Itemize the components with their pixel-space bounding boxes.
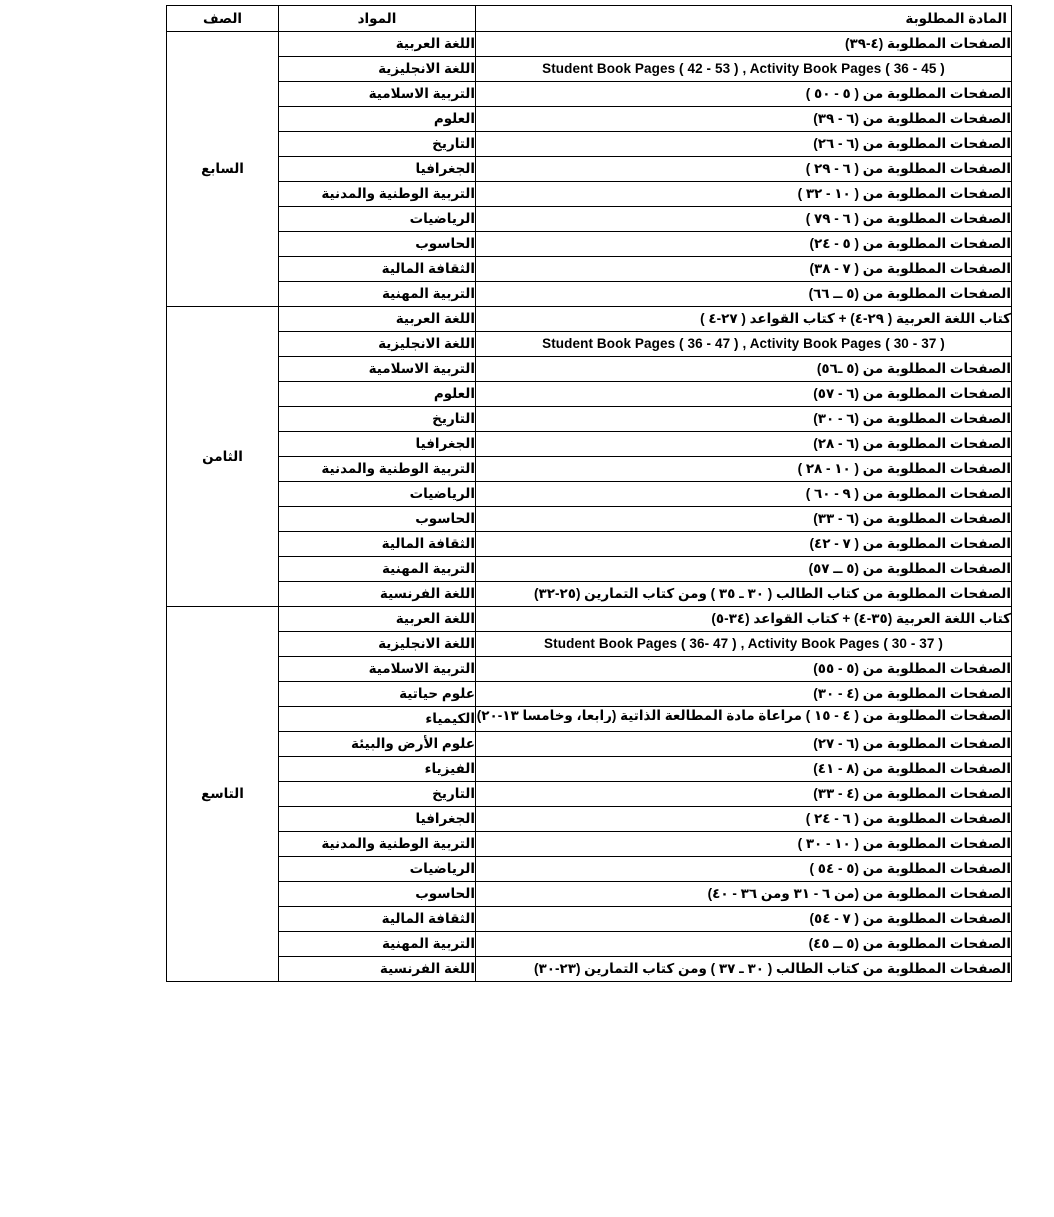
cell-subject: العلوم <box>279 107 476 132</box>
table-row <box>167 957 1012 982</box>
cell-required-material: الصفحات المطلوبة من (٥ - ٥٤ ) <box>476 857 1012 882</box>
header-row <box>167 6 1012 32</box>
cell-required-material: الصفحات المطلوبة من (٨ - ٤١) <box>476 757 1012 782</box>
cell-subject: التربية المهنية <box>279 282 476 307</box>
table-row <box>167 782 1012 807</box>
cell-required-material: الصفحات المطلوبة من ( ٦ - ٧٩ ) <box>476 207 1012 232</box>
table-header <box>167 6 1012 32</box>
cell-subject: اللغة الانجليزية <box>279 632 476 657</box>
cell-subject: التربية المهنية <box>279 932 476 957</box>
cell-subject: التاريخ <box>279 782 476 807</box>
cell-required-material: الصفحات المطلوبة من ( ١٠ - ٣٢ ) <box>476 182 1012 207</box>
cell-subject: التاريخ <box>279 407 476 432</box>
table-row <box>167 732 1012 757</box>
table-row <box>167 107 1012 132</box>
cell-required-material: الصفحات المطلوبة من (٦ - ٢٧) <box>476 732 1012 757</box>
cell-required-material: الصفحات المطلوبة من (٤ - ٣٠) <box>476 682 1012 707</box>
table-row <box>167 257 1012 282</box>
cell-subject: اللغة العربية <box>279 32 476 57</box>
cell-required-material <box>476 707 1012 732</box>
table-row <box>167 532 1012 557</box>
cell-subject: الفيزياء <box>279 757 476 782</box>
cell-subject: التاريخ <box>279 132 476 157</box>
cell-required-material: الصفحات المطلوبة من (٥ ــ ٤٥) <box>476 932 1012 957</box>
cell-subject: الجغرافيا <box>279 157 476 182</box>
cell-subject: الثقافة المالية <box>279 257 476 282</box>
cell-required-material: الصفحات المطلوبة من (٦ - ٢٨) <box>476 432 1012 457</box>
table-row <box>167 382 1012 407</box>
cell-subject: اللغة الانجليزية <box>279 332 476 357</box>
cell-required-material: الصفحات المطلوبة من كتاب الطالب ( ٣٠ ـ ٣٥ ) ومن كتاب التمارين (٢٥-٣٢) <box>476 582 1012 607</box>
column-header-grade: الصف <box>167 6 279 32</box>
cell-subject: علوم حياتية <box>279 682 476 707</box>
cell-subject: الجغرافيا <box>279 807 476 832</box>
cell-required-material: الصفحات المطلوبة من (٦ - ٥٧) <box>476 382 1012 407</box>
cell-required-material: كتاب اللغة العربية (٣٥-٤) + كتاب القواعد (٣٤-٥) <box>476 607 1012 632</box>
cell-required-material: الصفحات المطلوبة من (٥ ـ٥٦) <box>476 357 1012 382</box>
table-row <box>167 182 1012 207</box>
cell-required-material: الصفحات المطلوبة من (٤ - ٣٣) <box>476 782 1012 807</box>
table-row <box>167 407 1012 432</box>
table-row <box>167 57 1012 82</box>
cell-subject: الحاسوب <box>279 882 476 907</box>
cell-subject: التربية الاسلامية <box>279 82 476 107</box>
cell-required-material: الصفحات المطلوبة من (من ٦ - ٣١ ومن ٣٦ - ٤٠) <box>476 882 1012 907</box>
cell-subject: التربية الوطنية والمدنية <box>279 182 476 207</box>
table-row <box>167 807 1012 832</box>
cell-subject: الرياضيات <box>279 482 476 507</box>
cell-subject: الكيمياء <box>279 707 476 732</box>
table-row <box>167 832 1012 857</box>
cell-required-material: الصفحات المطلوبة من ( ٩ - ٦٠ ) <box>476 482 1012 507</box>
cell-required-material: Student Book Pages ( 36- 47 ) , Activity Book Pages ( 30 - 37 ) <box>476 632 1012 657</box>
table-body <box>167 32 1012 982</box>
table-row <box>167 707 1012 732</box>
clipped-text: الصفحات المطلوبة من ( ٤ - ١٥ ) مراعاة مادة المطالعة الذاتية (رابعا، وخامسا ١٣-٢٠) <box>476 707 1011 723</box>
cell-subject: اللغة العربية <box>279 307 476 332</box>
cell-subject: الرياضيات <box>279 207 476 232</box>
cell-required-material: الصفحات المطلوبة من (٦ - ٣٣) <box>476 507 1012 532</box>
cell-required-material: Student Book Pages ( 42 - 53 ) , Activity Book Pages ( 36 - 45 ) <box>476 57 1012 82</box>
table-row <box>167 307 1012 332</box>
curriculum-table <box>166 5 1012 982</box>
cell-required-material: الصفحات المطلوبة (٤-٣٩) <box>476 32 1012 57</box>
table-row <box>167 632 1012 657</box>
cell-required-material: الصفحات المطلوبة من (٥ - ٥٥) <box>476 657 1012 682</box>
table-row <box>167 607 1012 632</box>
table-row <box>167 132 1012 157</box>
cell-subject: الرياضيات <box>279 857 476 882</box>
cell-grade: الثامن <box>167 307 279 607</box>
cell-subject: الثقافة المالية <box>279 907 476 932</box>
cell-subject: التربية الوطنية والمدنية <box>279 832 476 857</box>
cell-required-material: الصفحات المطلوبة من ( ٦ - ٢٤ ) <box>476 807 1012 832</box>
table-row <box>167 932 1012 957</box>
cell-grade: التاسع <box>167 607 279 982</box>
cell-subject: الجغرافيا <box>279 432 476 457</box>
table-row <box>167 157 1012 182</box>
cell-required-material: الصفحات المطلوبة من ( ١٠ - ٣٠ ) <box>476 832 1012 857</box>
table-row <box>167 882 1012 907</box>
cell-subject: الحاسوب <box>279 507 476 532</box>
cell-required-material: Student Book Pages ( 36 - 47 ) , Activity Book Pages ( 30 - 37 ) <box>476 332 1012 357</box>
cell-required-material: الصفحات المطلوبة من ( ٦ - ٢٩ ) <box>476 157 1012 182</box>
cell-required-material: الصفحات المطلوبة من (٦ - ٣٠) <box>476 407 1012 432</box>
cell-required-material: الصفحات المطلوبة من (٦ - ٢٦) <box>476 132 1012 157</box>
cell-subject: الحاسوب <box>279 232 476 257</box>
table-row <box>167 582 1012 607</box>
table-row <box>167 507 1012 532</box>
cell-subject: اللغة الفرنسية <box>279 582 476 607</box>
cell-required-material: الصفحات المطلوبة من ( ٧ - ٤٢) <box>476 532 1012 557</box>
table-row <box>167 332 1012 357</box>
cell-required-material: الصفحات المطلوبة من (٦ - ٣٩) <box>476 107 1012 132</box>
cell-subject: الثقافة المالية <box>279 532 476 557</box>
cell-required-material: كتاب اللغة العربية ( ٢٩-٤) + كتاب القواعد ( ٢٧-٤ ) <box>476 307 1012 332</box>
cell-required-material: الصفحات المطلوبة من ( ٧ - ٥٤) <box>476 907 1012 932</box>
table-row <box>167 482 1012 507</box>
cell-subject: اللغة الفرنسية <box>279 957 476 982</box>
table-row <box>167 82 1012 107</box>
cell-subject: التربية الوطنية والمدنية <box>279 457 476 482</box>
cell-required-material: الصفحات المطلوبة من ( ٥ - ٢٤) <box>476 232 1012 257</box>
table-row <box>167 282 1012 307</box>
cell-grade: السابع <box>167 32 279 307</box>
table-row <box>167 657 1012 682</box>
column-header-subjects: المواد <box>279 6 476 32</box>
table-row <box>167 432 1012 457</box>
table-row <box>167 457 1012 482</box>
cell-subject: العلوم <box>279 382 476 407</box>
cell-subject: اللغة الانجليزية <box>279 57 476 82</box>
table-row <box>167 682 1012 707</box>
table-row <box>167 557 1012 582</box>
table-row <box>167 857 1012 882</box>
cell-required-material: الصفحات المطلوبة من ( ٧ - ٣٨) <box>476 257 1012 282</box>
table-row <box>167 232 1012 257</box>
cell-required-material: الصفحات المطلوبة من (٥ ــ ٥٧) <box>476 557 1012 582</box>
cell-required-material: الصفحات المطلوبة من ( ١٠ - ٢٨ ) <box>476 457 1012 482</box>
table-row <box>167 207 1012 232</box>
column-header-required-material <box>476 6 1012 32</box>
column-header-required-material-label: المادة المطلوبة <box>905 10 1007 26</box>
table-row <box>167 907 1012 932</box>
table-row <box>167 357 1012 382</box>
cell-required-material: الصفحات المطلوبة من كتاب الطالب ( ٣٠ ـ ٣٧ ) ومن كتاب التمارين (٢٣-٣٠) <box>476 957 1012 982</box>
cell-subject: التربية الاسلامية <box>279 657 476 682</box>
cell-subject: التربية المهنية <box>279 557 476 582</box>
cell-required-material: الصفحات المطلوبة من ( ٥ - ٥٠ ) <box>476 82 1012 107</box>
cell-subject: اللغة العربية <box>279 607 476 632</box>
cell-subject: التربية الاسلامية <box>279 357 476 382</box>
table-row <box>167 32 1012 57</box>
table-row <box>167 757 1012 782</box>
cell-required-material: الصفحات المطلوبة من (٥ ــ ٦٦) <box>476 282 1012 307</box>
cell-subject: علوم الأرض والبيئة <box>279 732 476 757</box>
